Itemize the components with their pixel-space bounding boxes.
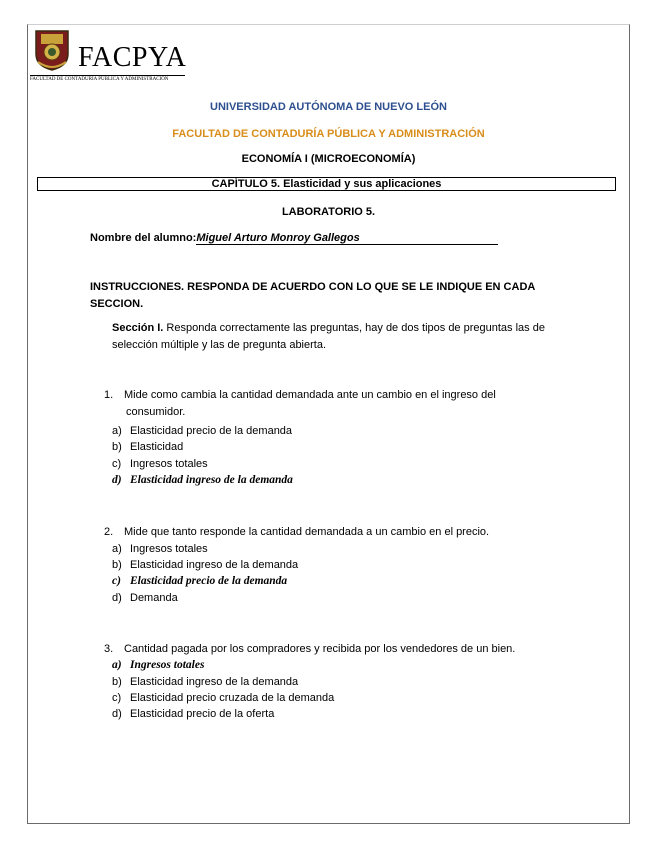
section-text: Responda correctamente las preguntas, hay de dos tipos de preguntas las de selección múltiple y las de pregunta abierta. — [112, 322, 545, 351]
option-2a[interactable]: a) Ingresos totales — [112, 543, 208, 555]
option-3a-answer[interactable]: a) Ingresos totales — [112, 659, 205, 671]
faculty-title: FACULTAD DE CONTADURÍA PÚBLICA Y ADMINISTRACIÓN — [172, 128, 485, 140]
option-2d[interactable]: d) Demanda — [112, 592, 178, 604]
facpya-crest-icon — [32, 28, 72, 72]
question-number: 2. — [104, 526, 114, 538]
option-2b[interactable]: b) Elasticidad ingreso de la demanda — [112, 559, 299, 571]
question-2 — [104, 524, 544, 541]
university-title: UNIVERSIDAD AUTÓNOMA DE NUEVO LEÓN — [210, 101, 447, 113]
student-name-row — [90, 232, 498, 245]
section-title: Sección I. — [112, 322, 164, 334]
question-stem: Mide como cambia la cantidad demandada ante un cambio en el ingreso del — [124, 389, 496, 401]
question-stem: Mide que tanto responde la cantidad demandada a un cambio en el precio. — [124, 526, 490, 538]
option-3d[interactable]: d) Elasticidad precio de la oferta — [112, 708, 275, 720]
brand-divider — [30, 75, 185, 76]
option-1c[interactable]: c) Ingresos totales — [112, 458, 208, 470]
question-1 — [104, 387, 544, 421]
student-name-label: Nombre del alumno: — [90, 232, 197, 244]
option-2c-answer[interactable]: c) Elasticidad precio de la demanda — [112, 575, 288, 587]
student-name-field[interactable]: Miguel Arturo Monroy Gallegos — [196, 232, 498, 245]
option-1d-answer[interactable]: d) Elasticidad ingreso de la demanda — [112, 474, 293, 486]
instructions: INSTRUCCIONES. RESPONDA DE ACUERDO CON LO QUE SE LE INDIQUE EN CADA SECCION. — [90, 281, 535, 310]
question-stem-continued: consumidor. — [126, 406, 186, 418]
lab-title: LABORATORIO 5. — [281, 206, 376, 218]
question-stem: Cantidad pagada por los compradores y recibida por los vendedores de un bien. — [124, 643, 516, 655]
option-3c[interactable]: c) Elasticidad precio cruzada de la demanda — [112, 692, 335, 704]
option-3b[interactable]: b) Elasticidad ingreso de la demanda — [112, 676, 299, 688]
option-1a[interactable]: a) Elasticidad precio de la demanda — [112, 425, 293, 437]
question-number: 1. — [104, 389, 114, 401]
question-3 — [104, 641, 544, 658]
section-intro — [112, 320, 582, 354]
question-number: 3. — [104, 643, 114, 655]
brand-subtitle: FACULTAD DE CONTADURÍA PÚBLICA Y ADMINISTRACIÓN — [30, 77, 169, 82]
option-1b[interactable]: b) Elasticidad — [112, 441, 184, 453]
course-title: ECONOMÍA I (MICROECONOMÍA) — [241, 153, 416, 165]
brand-title: FACPYA — [78, 42, 187, 73]
chapter-box: CAPÍTULO 5. Elasticidad y sus aplicaciones — [37, 177, 616, 191]
